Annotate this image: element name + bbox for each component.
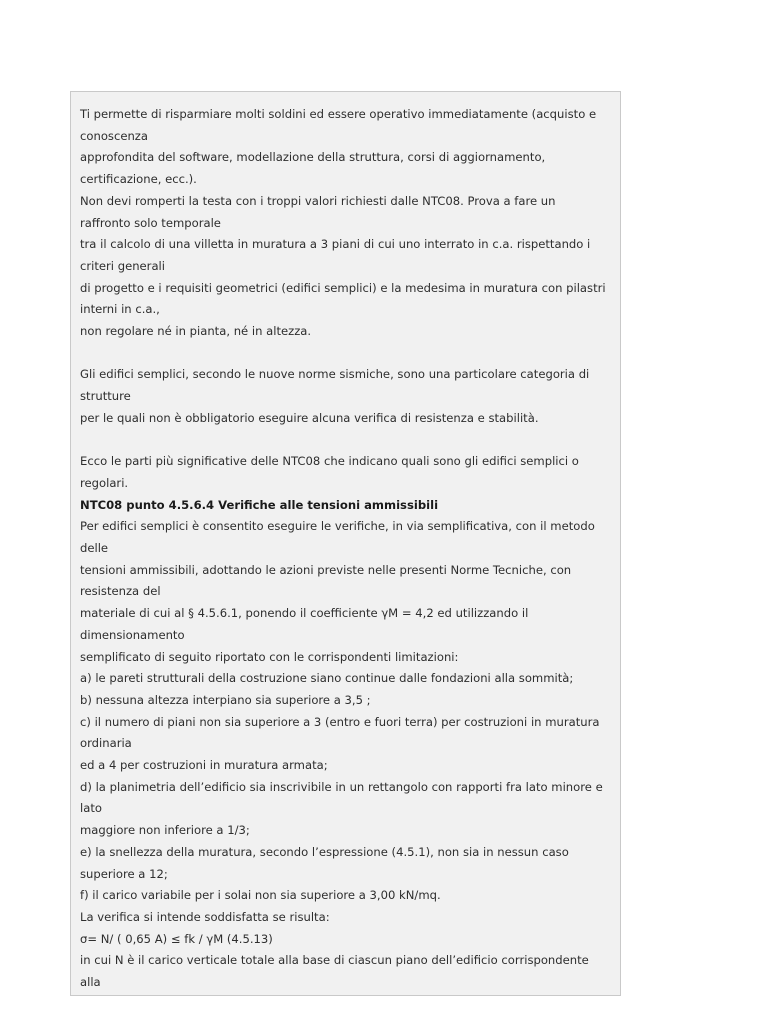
text-line: dimensionamento [80,627,185,642]
document-text-box [70,91,621,996]
list-item-c: c) il numero di piani non sia superiore a 3 (entro e fuori terra) per costruzioni in muratura [80,714,600,729]
text-line: per le quali non è obbligatorio eseguire alcuna verifica di resistenza e stabilità. [80,410,539,425]
text-line: tensioni ammissibili, adottando le azioni previste nelle presenti Norme Tecniche, con [80,562,572,577]
text-line: Ti permette di risparmiare molti soldini ed essere operativo immediatamente (acquisto e [80,107,597,121]
blank-line [80,343,610,365]
text-line: maggiore non inferiore a 1/3; [80,823,250,838]
text-line: delle [80,541,109,556]
text-line: di progetto e i requisiti geometrici (edifici semplici) e la medesima in muratura con pilastri [80,280,606,295]
text-line: certificazione, ecc.). [80,172,197,187]
text-line: interni in c.a., [80,302,160,317]
text-line: raffronto solo temporale [80,215,221,230]
text-line: approfondita del software, modellazione della struttura, corsi di aggiornamento, [80,150,546,165]
text-line: alla [80,975,101,990]
text-line: non regolare né in pianta, né in altezza. [80,324,312,339]
list-item-a: a) le pareti strutturali della costruzione siano continue dalle fondazioni alla sommità; [80,671,574,686]
text-line: regolari. [80,475,129,490]
text-line: semplificato di seguito riportato con le corrispondenti limitazioni: [80,649,459,664]
text-line: Ecco le parti più significative delle NTC08 che indicano quali sono gli edifici semplici o [80,454,579,469]
section-heading: NTC08 punto 4.5.6.4 Verifiche alle tensioni ammissibili [80,497,439,512]
list-item-d: d) la planimetria dell’edificio sia inscrivibile in un rettangolo con rapporti fra lato minore e [80,779,603,794]
text-line: superiore a 12; [80,866,168,881]
text-line: La verifica si intende soddisfatta se risulta: [80,909,330,924]
text-line: in cui N è il carico verticale totale alla base di ciascun piano dell’edificio corrispondente [80,953,589,968]
text-line: materiale di cui al § 4.5.6.1, ponendo il coefficiente γM = 4,2 ed utilizzando il [80,606,529,621]
text-line: conoscenza [80,128,148,143]
text-line: resistenza del [80,584,161,599]
text-line: strutture [80,389,131,404]
text-line: lato [80,801,102,816]
text-line: tra il calcolo di una villetta in muratura a 3 piani di cui uno interrato in c.a. rispettando i [80,237,591,252]
list-item-e: e) la snellezza della muratura, secondo l’espressione (4.5.1), non sia in nessun caso [80,844,569,859]
text-line: Non devi romperti la testa con i troppi valori richiesti dalle NTC08. Prova a fare un [80,193,556,208]
formula-line: σ= N/ ( 0,65 A) ≤ fk / γM (4.5.13) [80,931,273,946]
text-line: Per edifici semplici è consentito eseguire le verifiche, in via semplificativa, con il metodo [80,519,595,534]
list-item-b: b) nessuna altezza interpiano sia superiore a 3,5 ; [80,692,371,707]
text-line: criteri generali [80,258,166,273]
text-line: ordinaria [80,736,132,751]
text-line: Gli edifici semplici, secondo le nuove norme sismiche, sono una particolare categoria di [80,367,590,382]
text-line: ed a 4 per costruzioni in muratura armata; [80,758,328,773]
blank-line [80,430,610,452]
list-item-f: f) il carico variabile per i solai non sia superiore a 3,00 kN/mq. [80,888,441,903]
